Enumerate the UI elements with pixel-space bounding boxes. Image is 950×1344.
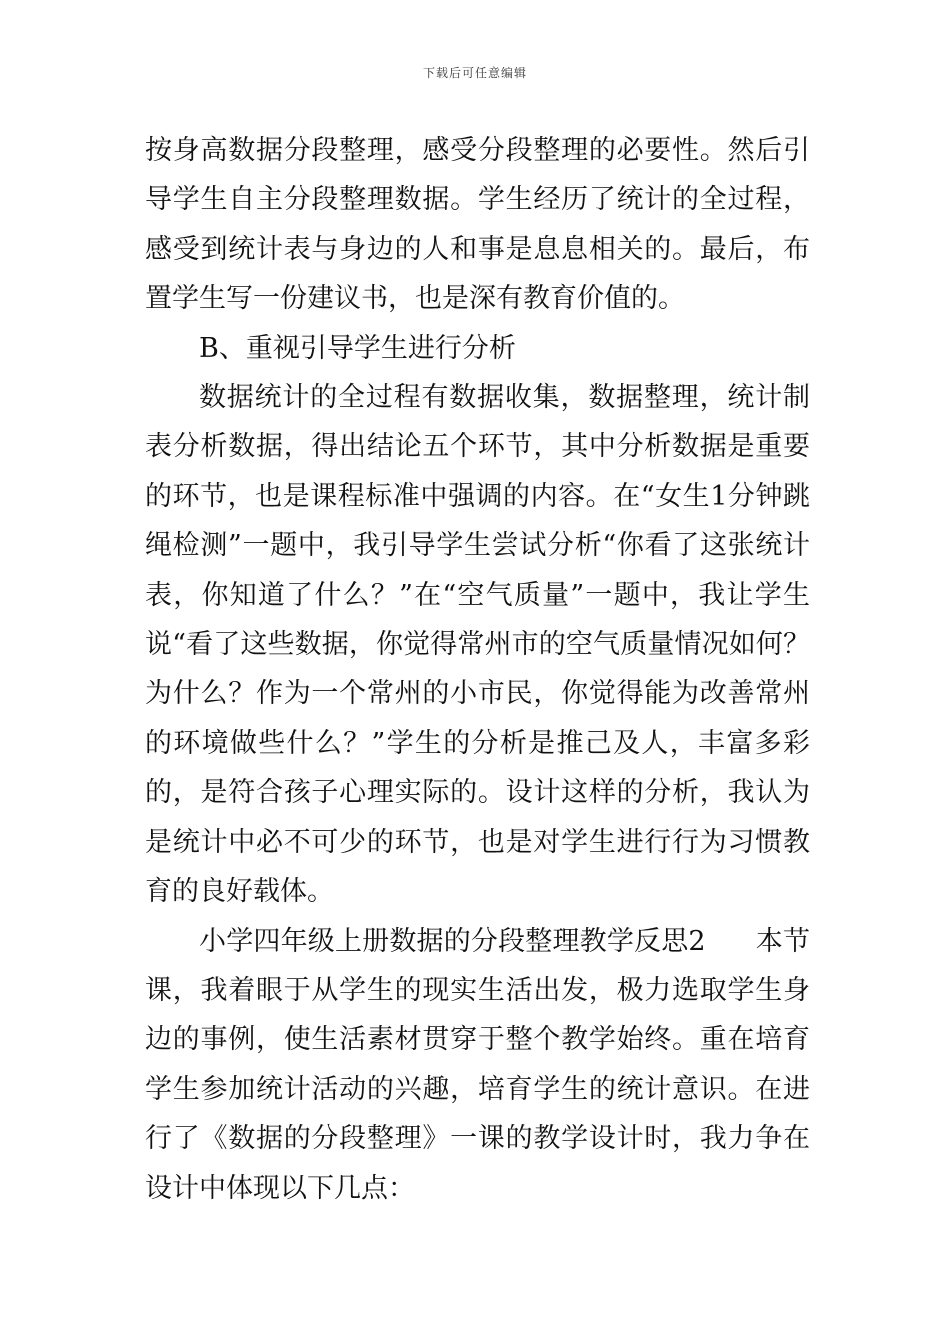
- document-body: [145, 126, 810, 1213]
- paragraph-continuation: 按身高数据分段整理，感受分段整理的必要性。然后引导学生自主分段整理数据。学生经历了统计的全过程，感受到统计表与身边的人和事是息息相关的。最后，布置学生写一份建议书，也是深有教育价值的。: [145, 135, 810, 315]
- reflection-title: 小学四年级上册数据的分段整理教学反思2: [199, 925, 706, 957]
- paragraph-analysis: 数据统计的全过程有数据收集，数据整理，统计制表分析数据，得出结论五个环节，其中分析数据是重要的环节，也是课程标准中强调的内容。在“女生1分钟跳绳检测”一题中，我引导学生尝试分析“你看了这张统计表，你知道了什么？”在“空气质量”一题中，我让学生说“看了这些数据，你觉得常州市的空气质量情况如何？为什么？作为一个常州的小市民，你觉得能为改善常州的环境做些什么？”学生的分析是推己及人，丰富多彩的，是符合孩子心理实际的。设计这样的分析，我认为是统计中必不可少的环节，也是对学生进行行为习惯教育的良好载体。: [145, 382, 810, 908]
- section-heading-b: B、重视引导学生进行分析: [199, 332, 516, 364]
- page-header: 下载后可任意编辑: [422, 66, 527, 80]
- paragraph-reflection-2: [145, 917, 810, 1213]
- reflection-text: 本节课，我着眼于从学生的现实生活出发，极力选取学生身边的事例，使生活素材贯穿于整个教学始终。重在培育学生参加统计活动的兴趣，培育学生的统计意识。在进行了《数据的分段整理》一课的教学设计时，我力争在设计中体现以下几点：: [145, 925, 810, 1204]
